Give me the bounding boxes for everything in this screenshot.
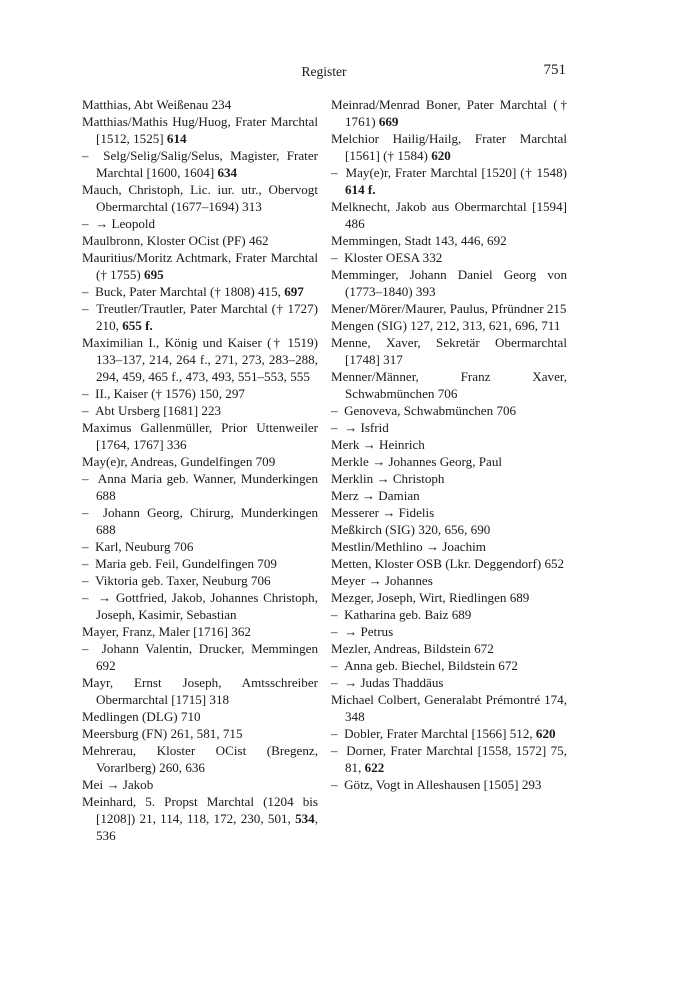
entry-text: Mei → Jakob [82, 777, 154, 792]
entry-text: Metten, Kloster OSB (Lkr. Deggendorf) 652 [331, 556, 565, 571]
index-entry [331, 521, 567, 538]
entry-text: Maulbronn, Kloster OCist (PF) 462 [82, 233, 269, 248]
index-subentry [82, 402, 318, 419]
entry-text: Maria geb. Feil, Gundelfingen 709 [95, 556, 277, 571]
index-entry [331, 572, 567, 589]
entry-text: Götz, Vogt in Alleshausen [1505] 293 [344, 777, 542, 792]
entry-text: Merk → Heinrich [331, 437, 425, 452]
index-subentry [331, 742, 567, 776]
page-header [82, 62, 566, 82]
index-subentry [82, 504, 318, 538]
entry-main-page: 669 [378, 114, 399, 129]
entry-text: Mezler, Andreas, Bildstein 672 [331, 641, 494, 656]
entry-text: Abt Ursberg [1681] 223 [95, 403, 222, 418]
index-subentry [82, 538, 318, 555]
index-entry [82, 419, 318, 453]
entry-text: May(e)r, Andreas, Gundelfingen 709 [82, 454, 276, 469]
index-subentry [331, 402, 567, 419]
entry-text: Anna Maria geb. Wanner, Munderkingen 688 [96, 471, 318, 503]
entry-main-page: 534 [295, 811, 315, 826]
entry-text: Merkle → Johannes Georg, Paul [331, 454, 503, 469]
index-entry [82, 742, 318, 776]
index-entry [331, 96, 567, 130]
index-entry [331, 232, 567, 249]
entry-text: Mayr, Ernst Joseph, Amtsschreiber Obermarchtal [1715] 318 [82, 675, 318, 707]
entry-text: Mauritius/Moritz Achtmark, Frater Marchtal († 1755) [82, 250, 318, 282]
index-entry [82, 249, 318, 283]
entry-text: Mayer, Franz, Maler [1716] 362 [82, 624, 251, 639]
entry-text: Meersburg (FN) 261, 581, 715 [82, 726, 243, 741]
entry-main-page: 634 [217, 165, 238, 180]
index-entry [82, 623, 318, 640]
index-entry [82, 96, 318, 113]
index-subentry [331, 164, 567, 198]
index-subentry [331, 657, 567, 674]
index-entry [82, 232, 318, 249]
page-number: 751 [543, 62, 566, 78]
entry-text: Dobler, Frater Marchtal [1566] 512, [344, 726, 536, 741]
entry-text: Mauch, Christoph, Lic. iur. utr., Obervogt Obermarchtal (1677–1694) 313 [82, 182, 318, 214]
entry-text: Mehrerau, Kloster OCist (Bregenz, Vorarlberg) 260, 636 [82, 743, 318, 775]
entry-text: Messerer → Fidelis [331, 505, 435, 520]
entry-text: → Isfrid [344, 420, 389, 435]
index-entry [331, 334, 567, 368]
index-entry [82, 453, 318, 470]
index-subentry [331, 623, 567, 640]
entry-text: Memmingen, Stadt 143, 446, 692 [331, 233, 507, 248]
entry-text: Melchior Hailig/Hailg, Frater Marchtal [1561] († 1584) [331, 131, 567, 163]
index-entry [82, 725, 318, 742]
index-subentry [331, 674, 567, 691]
index-subentry [331, 249, 567, 266]
index-subentry [82, 470, 318, 504]
entry-text: Anna geb. Biechel, Bildstein 672 [344, 658, 518, 673]
entry-text: Meinhard, 5. Propst Marchtal (1204 bis [1208]) 21, 114, 118, 172, 230, 501, [82, 794, 318, 826]
index-entry [331, 368, 567, 402]
entry-text: Johann Valentin, Drucker, Memmingen 692 [96, 641, 318, 673]
index-entry [331, 640, 567, 657]
index-entry [331, 317, 567, 334]
index-entry [331, 470, 567, 487]
entry-text: Mener/Mörer/Maurer, Paulus, Pfründner 215 [331, 301, 567, 316]
index-entry [82, 181, 318, 215]
index-entry [331, 555, 567, 572]
entry-text: Maximilian I., König und Kaiser († 1519) 133–137, 214, 264 f., 271, 273, 283–288, 294, 459, 465 f., 473, 493, 551–553, 555 [82, 335, 318, 384]
index-subentry [82, 147, 318, 181]
index-entry [331, 487, 567, 504]
index-entry [82, 793, 318, 844]
index-entry [331, 300, 567, 317]
index-entry [82, 334, 318, 385]
entry-main-page: 622 [364, 760, 385, 775]
index-entry [331, 504, 567, 521]
entry-main-page: 620 [535, 726, 556, 741]
index-subentry [331, 606, 567, 623]
entry-text: Selg/Selig/Salig/Selus, Magister, Frater Marchtal [1600, 1604] [96, 148, 318, 180]
index-column-left [82, 96, 318, 844]
entry-text: Meßkirch (SIG) 320, 656, 690 [331, 522, 491, 537]
entry-text: Menner/Männer, Franz Xaver, Schwabmünchen 706 [331, 369, 567, 401]
entry-text: II., Kaiser († 1576) 150, 297 [95, 386, 245, 401]
entry-text: Treutler/Trautler, Pater Marchtal († 1727) 210, [96, 301, 319, 333]
index-subentry [82, 300, 318, 334]
index-subentry [82, 215, 318, 232]
entry-text: Merklin → Christoph [331, 471, 445, 486]
entry-text: → Petrus [344, 624, 394, 639]
index-subentry [82, 283, 318, 300]
entry-text: Menne, Xaver, Sekretär Obermarchtal [1748] 317 [331, 335, 567, 367]
index-subentry [82, 640, 318, 674]
index-subentry [331, 725, 567, 742]
index-entry [331, 130, 567, 164]
entry-main-page: 695 [144, 267, 164, 282]
index-column-right [331, 96, 567, 793]
index-entry [82, 113, 318, 147]
index-entry [82, 776, 318, 793]
entry-text: Karl, Neuburg 706 [95, 539, 194, 554]
index-subentry [82, 572, 318, 589]
entry-text: → Judas Thaddäus [344, 675, 444, 690]
entry-text: Kloster OESA 332 [344, 250, 443, 265]
index-subentry [331, 419, 567, 436]
index-subentry [82, 555, 318, 572]
entry-text: Medlingen (DLG) 710 [82, 709, 201, 724]
entry-main-page: 614 [166, 131, 187, 146]
entry-text: Melknecht, Jakob aus Obermarchtal [1594] 486 [331, 199, 567, 231]
index-entry [82, 708, 318, 725]
entry-text: Meyer → Johannes [331, 573, 433, 588]
entry-text: → Gottfried, Jakob, Johannes Christoph, Joseph, Kasimir, Sebastian [96, 590, 318, 622]
entry-text-after: , 536 [96, 811, 318, 843]
index-entry [331, 436, 567, 453]
index-subentry [331, 776, 567, 793]
entry-main-page: 697 [284, 284, 304, 299]
entry-text: → Leopold [95, 216, 156, 231]
entry-text: May(e)r, Frater Marchtal [1520] († 1548) [345, 165, 568, 180]
index-entry [331, 198, 567, 232]
entry-text: Johann Georg, Chirurg, Munderkingen 688 [96, 505, 318, 537]
index-entry [331, 538, 567, 555]
index-subentry [82, 385, 318, 402]
entry-text: Matthias/Mathis Hug/Huog, Frater Marchtal [1512, 1525] [82, 114, 318, 146]
entry-text: Maximus Gallenmüller, Prior Uttenweiler [1764, 1767] 336 [82, 420, 318, 452]
entry-text: Dorner, Frater Marchtal [1558, 1572] 75, 81, [345, 743, 567, 775]
entry-text: Meinrad/Menrad Boner, Pater Marchtal († 1761) [331, 97, 567, 129]
index-entry [331, 589, 567, 606]
index-entry [331, 453, 567, 470]
running-head: Register [301, 64, 347, 79]
index-entry [331, 266, 567, 300]
entry-text: Mezger, Joseph, Wirt, Riedlingen 689 [331, 590, 530, 605]
entry-text: Mestlin/Methlino → Joachim [331, 539, 486, 554]
entry-main-page: 655 f. [122, 318, 153, 333]
entry-text: Michael Colbert, Generalabt Prémontré 174, 348 [331, 692, 567, 724]
entry-text: Viktoria geb. Taxer, Neuburg 706 [95, 573, 271, 588]
index-entry [82, 674, 318, 708]
index-entry [331, 691, 567, 725]
entry-text: Matthias, Abt Weißenau 234 [82, 97, 232, 112]
entry-text: Memminger, Johann Daniel Georg von (1773–1840) 393 [331, 267, 567, 299]
entry-main-page: 620 [431, 148, 451, 163]
entry-text: Mengen (SIG) 127, 212, 313, 621, 696, 711 [331, 318, 561, 333]
entry-text: Buck, Pater Marchtal († 1808) 415, [95, 284, 285, 299]
entry-text: Merz → Damian [331, 488, 420, 503]
index-subentry [82, 589, 318, 623]
entry-text: Genoveva, Schwabmünchen 706 [344, 403, 517, 418]
entry-main-page: 614 f. [345, 182, 376, 197]
entry-text: Katharina geb. Baiz 689 [344, 607, 472, 622]
